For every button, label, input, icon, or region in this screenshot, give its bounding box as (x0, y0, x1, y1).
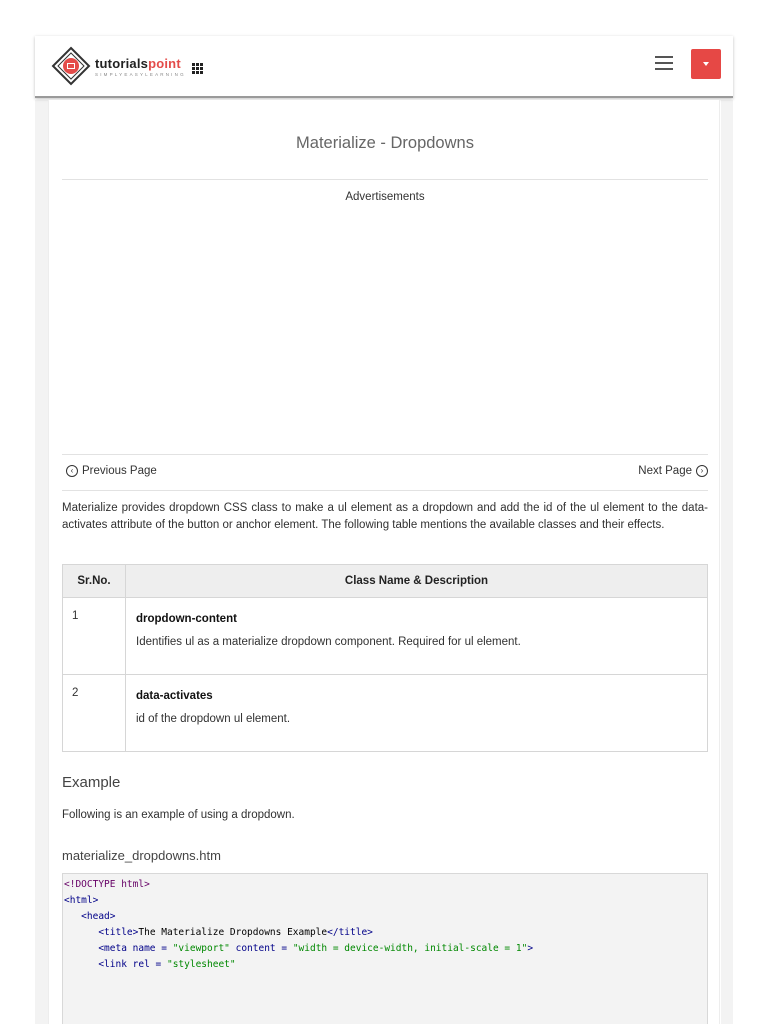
advertisements-label: Advertisements (345, 191, 425, 203)
intro-paragraph: Materialize provides dropdown CSS class to make a ul element as a dropdown and add the id of the ul element to the data-activates attribute of the button or anchor element. The following table mentions the available classes and their effects. (62, 502, 708, 531)
class-name: dropdown-content (136, 613, 237, 625)
column-header-class: Class Name & Description (126, 565, 708, 598)
row-number: 2 (63, 675, 126, 752)
classes-table (62, 564, 708, 752)
chevron-left-icon: ‹ (66, 465, 78, 477)
code-block[interactable] (62, 873, 708, 1024)
code-line: <link rel = "stylesheet" (98, 959, 236, 970)
table-row (63, 675, 708, 752)
site-header (35, 36, 733, 98)
previous-page-link[interactable]: ‹ Previous Page (66, 465, 157, 477)
table-header-row (63, 565, 708, 598)
logo-icon (51, 46, 91, 86)
table-row (63, 598, 708, 675)
divider (62, 490, 708, 491)
column-header-srno: Sr.No. (63, 565, 126, 598)
class-description: id of the dropdown ul element. (136, 713, 291, 725)
code-line: <meta name = "viewport" content = "width = device-width, initial-scale = 1"> (98, 943, 534, 954)
code-line: <title>The Materialize Dropdowns Example</title> (98, 927, 373, 938)
left-page-margin (35, 100, 48, 1024)
apps-grid-icon[interactable] (192, 63, 203, 74)
row-description-cell (126, 598, 708, 675)
code-line: <html> (64, 895, 99, 906)
example-file-name: materialize_dropdowns.htm (62, 848, 221, 863)
page-title: Materialize - Dropdowns (296, 134, 474, 152)
hamburger-menu-icon[interactable] (655, 56, 673, 70)
divider (62, 454, 708, 455)
row-description-cell (126, 675, 708, 752)
class-description: Identifies ul as a materialize dropdown component. Required for ul element. (136, 636, 521, 648)
row-number: 1 (63, 598, 126, 675)
class-name: data-activates (136, 690, 213, 702)
chevron-right-icon: › (696, 465, 708, 477)
logo-wordmark: tutorialspoint (95, 55, 181, 71)
divider (62, 179, 708, 180)
dropdown-toggle-button[interactable] (691, 49, 721, 79)
example-heading: Example (62, 774, 121, 791)
code-line: <!DOCTYPE html> (64, 879, 150, 890)
example-text: Following is an example of using a dropdown. (62, 809, 295, 821)
code-line: <head> (81, 911, 116, 922)
next-page-link[interactable]: Next Page › (638, 465, 708, 477)
logo-tagline: SIMPLYEASYLEARNING (95, 71, 186, 77)
right-page-margin (721, 100, 733, 1024)
site-logo[interactable] (51, 43, 203, 89)
